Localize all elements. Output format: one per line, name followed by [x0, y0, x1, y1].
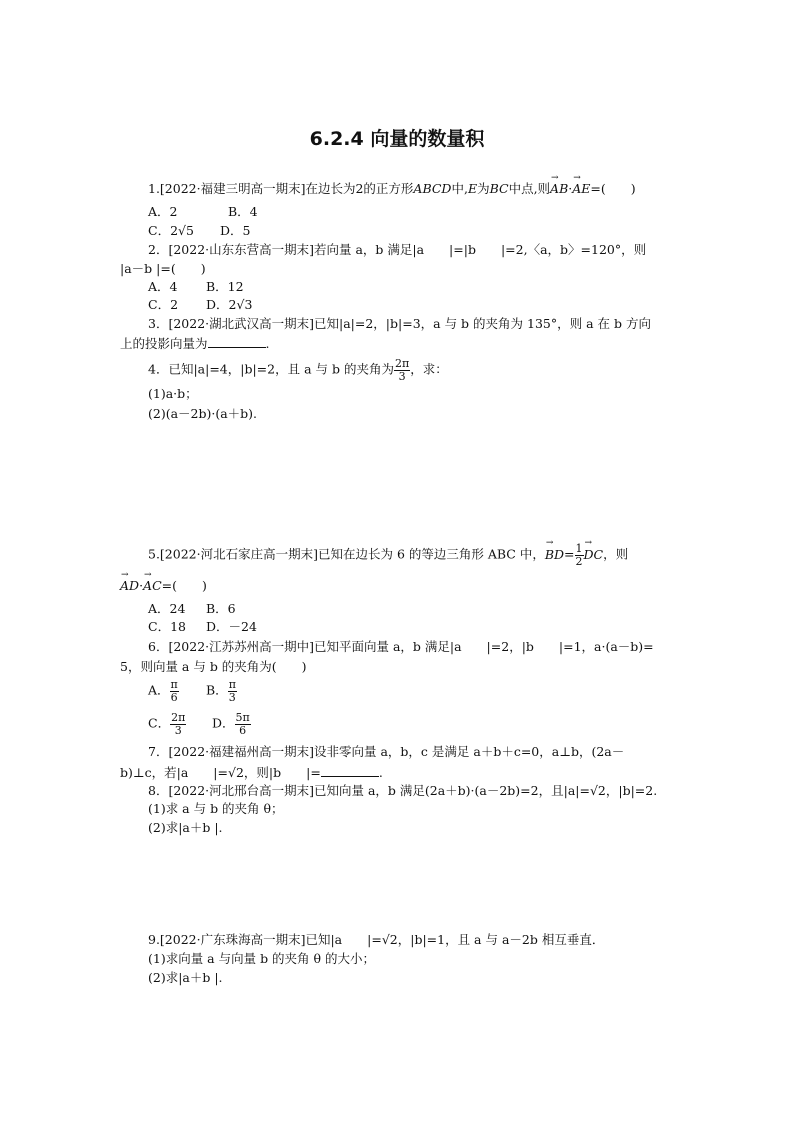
q3-line-1: 3．[2022·湖北武汉高一期末]已知|a|=2，|b|=3，a 与 b 的夹角为 135°，则 a 在 b 方向 — [148, 316, 651, 331]
q1-square: ABCD — [413, 181, 452, 196]
q1-mid: 中, — [451, 181, 468, 196]
q8-line-1: 8．[2022·河北邢台高一期末]已知向量 a，b 满足(2a＋b)·(a－2b)=2，且|a|=√2，|b|=2. — [148, 783, 658, 798]
q6-c-den: 3 — [174, 723, 182, 737]
q6-option-d-frac — [235, 712, 251, 736]
q5-tail: ，则 — [603, 546, 629, 562]
q4-fraction — [394, 358, 410, 382]
q6-b-den: 3 — [228, 690, 236, 704]
q5-eq2: =( ) — [161, 578, 207, 593]
q8-part-2: (2)求|a＋b |. — [148, 820, 223, 835]
q6-line-2: 5，则向量 a 与 b 的夹角为( ) — [120, 659, 307, 674]
q6-option-c-frac — [170, 712, 186, 736]
question-5 — [148, 543, 628, 567]
q2-line-2: |a－b |=( ) — [120, 261, 206, 276]
q1-option-a: A．2 — [148, 204, 178, 219]
q6-option-d-label: D． — [212, 715, 235, 731]
q1-bc: BC — [489, 181, 509, 196]
q5-option-b: B．6 — [206, 601, 236, 616]
q5-eq: = — [564, 546, 575, 562]
question-4 — [148, 358, 448, 382]
q1-vector-ae: → AE — [572, 183, 590, 196]
q6-option-b — [206, 679, 237, 703]
q6-option-a-frac — [170, 679, 179, 703]
q7-answer-blank[interactable] — [321, 766, 379, 777]
q1-tail: 为 — [477, 181, 490, 196]
q4-part-1: (1)a·b； — [148, 386, 198, 401]
question-1: 1.[2022·福建三明高一期末]在边长为2的正方形ABCD中,E为BC中点,则→ AB·→ AE=( ) — [148, 183, 636, 196]
q2-option-a: A．4 — [148, 279, 178, 294]
q3-answer-blank[interactable] — [208, 337, 266, 348]
q6-b-num: π — [228, 678, 236, 691]
q5-frac-num: 1 — [575, 542, 583, 555]
q2-option-b: B．12 — [206, 279, 244, 294]
q5-option-d: D．－24 — [206, 619, 257, 634]
q1-text: 1.[2022·福建三明高一期末]在边长为2的正方形 — [148, 181, 414, 196]
q9-part-1: (1)求向量 a 与向量 b 的夹角 θ 的大小； — [148, 951, 376, 966]
q6-c-num: 2π — [171, 711, 186, 724]
q4-text: 4．已知|a|=4，|b|=2，且 a 与 b 的夹角为 — [148, 361, 394, 377]
q2-line-1: 2．[2022·山东东营高一期末]若向量 a，b 满足|a |=|b |=2,〈a，b〉=120°，则 — [148, 242, 647, 257]
q6-option-c — [148, 712, 186, 736]
q9-line-1: 9.[2022·广东珠海高一期末]已知|a |=√2，|b|=1，且 a 与 a－2b 相互垂直． — [148, 932, 605, 947]
q4-part-2: (2)(a－2b)·(a＋b). — [148, 406, 258, 421]
q2-option-d: D．2√3 — [206, 297, 253, 312]
q6-a-den: 6 — [170, 690, 178, 704]
q5-vector-dc: → DC — [584, 547, 604, 562]
q5-option-c: C．18 — [148, 619, 186, 634]
q6-a-num: π — [170, 678, 178, 691]
q6-option-b-label: B． — [206, 682, 228, 698]
q6-option-a — [148, 679, 179, 703]
q8-part-1: (1)求 a 与 b 的夹角 θ； — [148, 801, 284, 816]
q1-tail2: 中点,则 — [508, 181, 551, 196]
q5-option-a: A．24 — [148, 601, 186, 616]
q7-line-2: b)⊥c，若|a |=√2，则|b |= . — [120, 765, 383, 780]
q6-option-d — [212, 712, 251, 736]
q4-tail: ，求： — [410, 361, 448, 377]
q6-line-1: 6．[2022·江苏苏州高一期中]已知平面向量 a，b 满足|a |=2，|b |=1，a·(a－b)= — [148, 639, 654, 654]
q1-e: E — [467, 181, 478, 196]
q9-part-2: (2)求|a＋b |. — [148, 970, 223, 985]
q1-eq: =( ) — [590, 181, 636, 196]
q5-vector-ad: → AD — [120, 580, 139, 593]
q6-option-a-label: A． — [148, 682, 170, 698]
q5-text: 5.[2022·河北石家庄高一期末]已知在边长为 6 的等边三角形 ABC 中， — [148, 546, 545, 562]
q5-line-2: → AD·→ AC=( ) — [120, 580, 207, 593]
q4-frac-den: 3 — [398, 369, 406, 383]
q6-d-num: 5π — [235, 711, 250, 724]
q2-option-c: C．2 — [148, 297, 179, 312]
q6-d-den: 6 — [239, 723, 247, 737]
q5-vector-ac: → AC — [143, 580, 162, 593]
q6-option-c-label: C． — [148, 715, 171, 731]
q3-line-2-text: 上的投影向量为 — [120, 336, 208, 351]
q6-option-b-frac — [228, 679, 237, 703]
q5-fraction — [575, 543, 584, 567]
q7-line-2-text: b)⊥c，若|a |=√2，则|b |= — [120, 765, 321, 780]
q1-option-b: B．4 — [228, 204, 258, 219]
q4-frac-num: 2π — [394, 357, 410, 370]
page-title: 6.2.4 向量的数量积 — [309, 128, 485, 150]
q5-vector-bd: → BD — [545, 547, 564, 562]
q3-line-2: 上的投影向量为 . — [120, 336, 270, 351]
q1-option-d: D．5 — [220, 223, 251, 238]
q5-frac-den: 2 — [575, 554, 583, 568]
q1-vector-ab: → AB — [550, 183, 568, 196]
q1-option-c: C．2√5 — [148, 223, 194, 238]
q7-line-1: 7．[2022·福建福州高一期末]设非零向量 a，b，c 是满足 a＋b＋c=0，a⊥b，(2a－ — [148, 744, 625, 759]
